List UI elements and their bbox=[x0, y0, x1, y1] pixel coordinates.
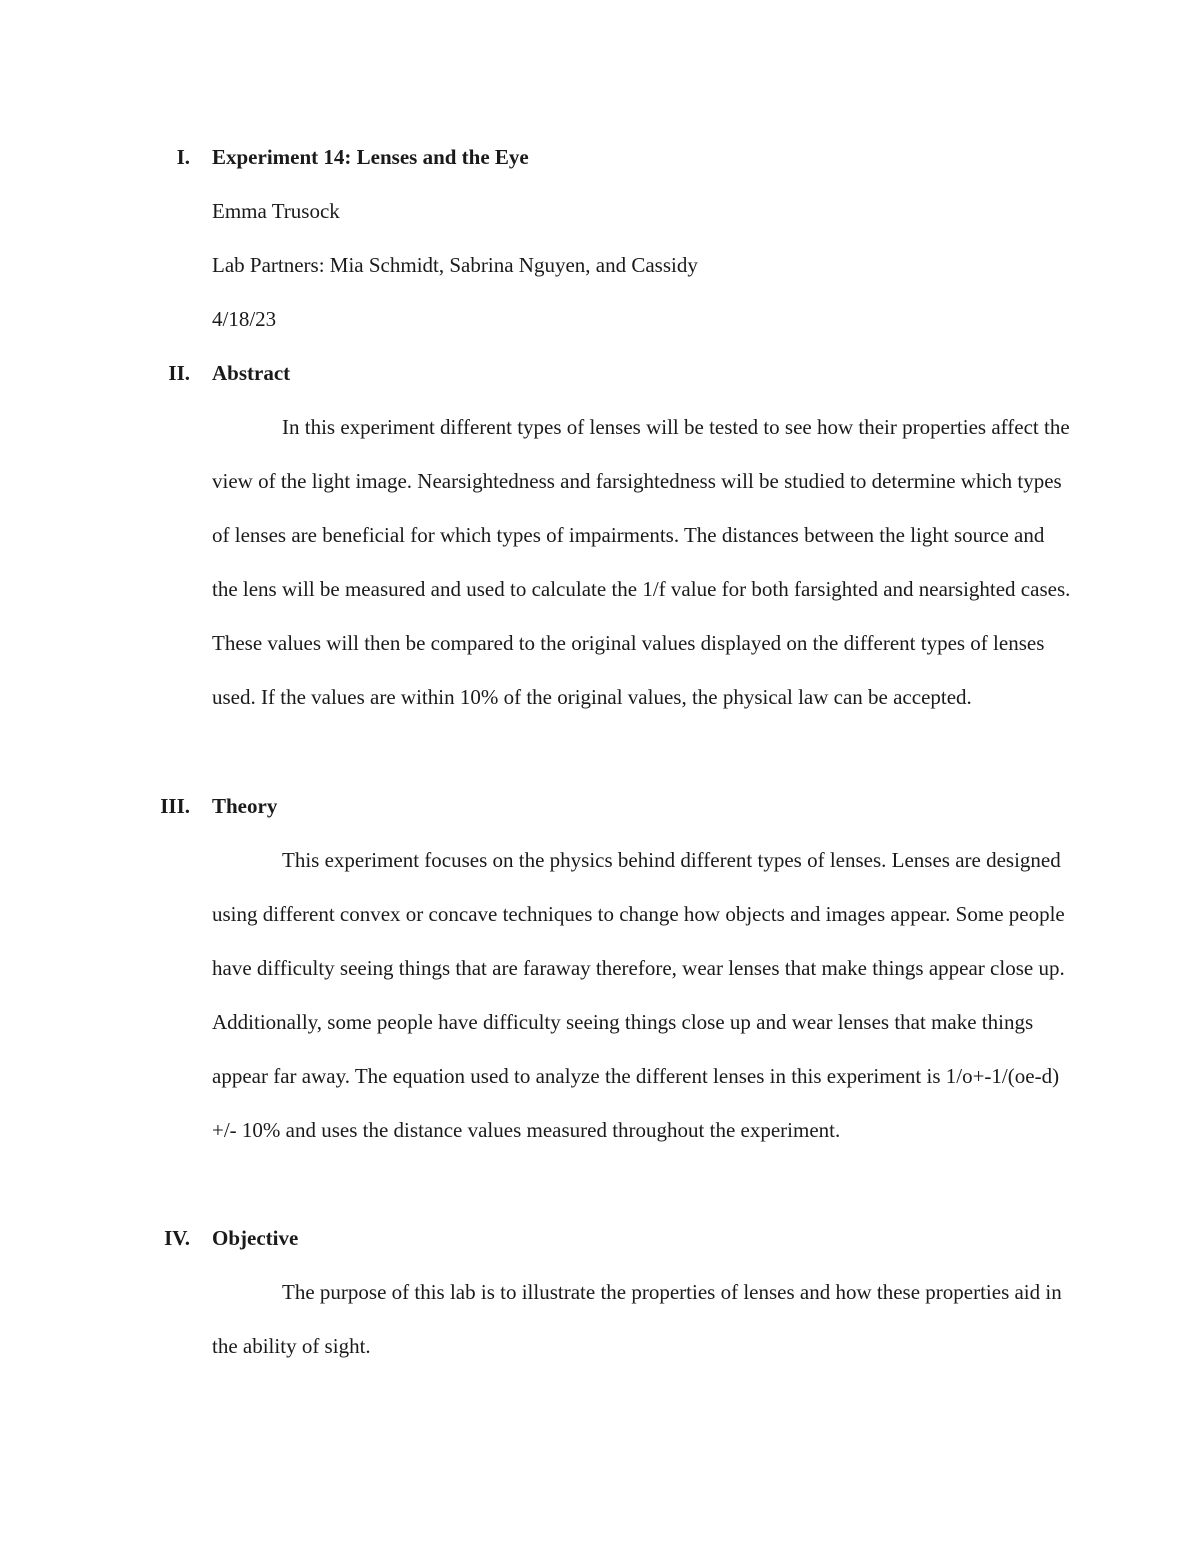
date: 4/18/23 bbox=[212, 307, 277, 331]
section-heading: Abstract bbox=[212, 361, 291, 385]
objective-paragraph: The purpose of this lab is to illustrate the properties of lenses and how these properties aid in the ability of sight. bbox=[212, 1280, 1062, 1358]
abstract-paragraph: In this experiment different types of lenses will be tested to see how their properties affect the view of the light image. Nearsightedness and farsightedness will be studied to determine which types of lenses are beneficial for which types of impairments. The distances between the light source and the lens will be measured and used to calculate the 1/f value for both farsighted and nearsighted cases. These values will then be compared to the original values displayed on the different types of lenses used. If the values are within 10% of the original values, the physical law can be accepted. bbox=[212, 415, 1071, 709]
section-heading: Objective bbox=[212, 1226, 299, 1250]
theory-paragraph: This experiment focuses on the physics behind different types of lenses. Lenses are designed using different convex or concave techniques to change how objects and images appear. Some people have difficulty seeing things that are faraway therefore, wear lenses that make things appear close up. Additionally, some people have difficulty seeing things close up and wear lenses that make things appear far away. The equation used to analyze the different lenses in this experiment is 1/o+-1/(oe-d) +/- 10% and uses the distance values measured throughout the experiment. bbox=[212, 848, 1065, 1142]
author-name: Emma Trusock bbox=[212, 199, 340, 223]
lab-partners: Lab Partners: Mia Schmidt, Sabrina Nguyen, and Cassidy bbox=[212, 253, 698, 277]
section-heading: Theory bbox=[212, 794, 278, 818]
section-numeral: IV. bbox=[164, 1226, 190, 1250]
section-numeral: I. bbox=[176, 145, 190, 169]
section-numeral: II. bbox=[168, 361, 190, 385]
document-title: Experiment 14: Lenses and the Eye bbox=[212, 145, 529, 169]
section-numeral: III. bbox=[160, 794, 190, 818]
